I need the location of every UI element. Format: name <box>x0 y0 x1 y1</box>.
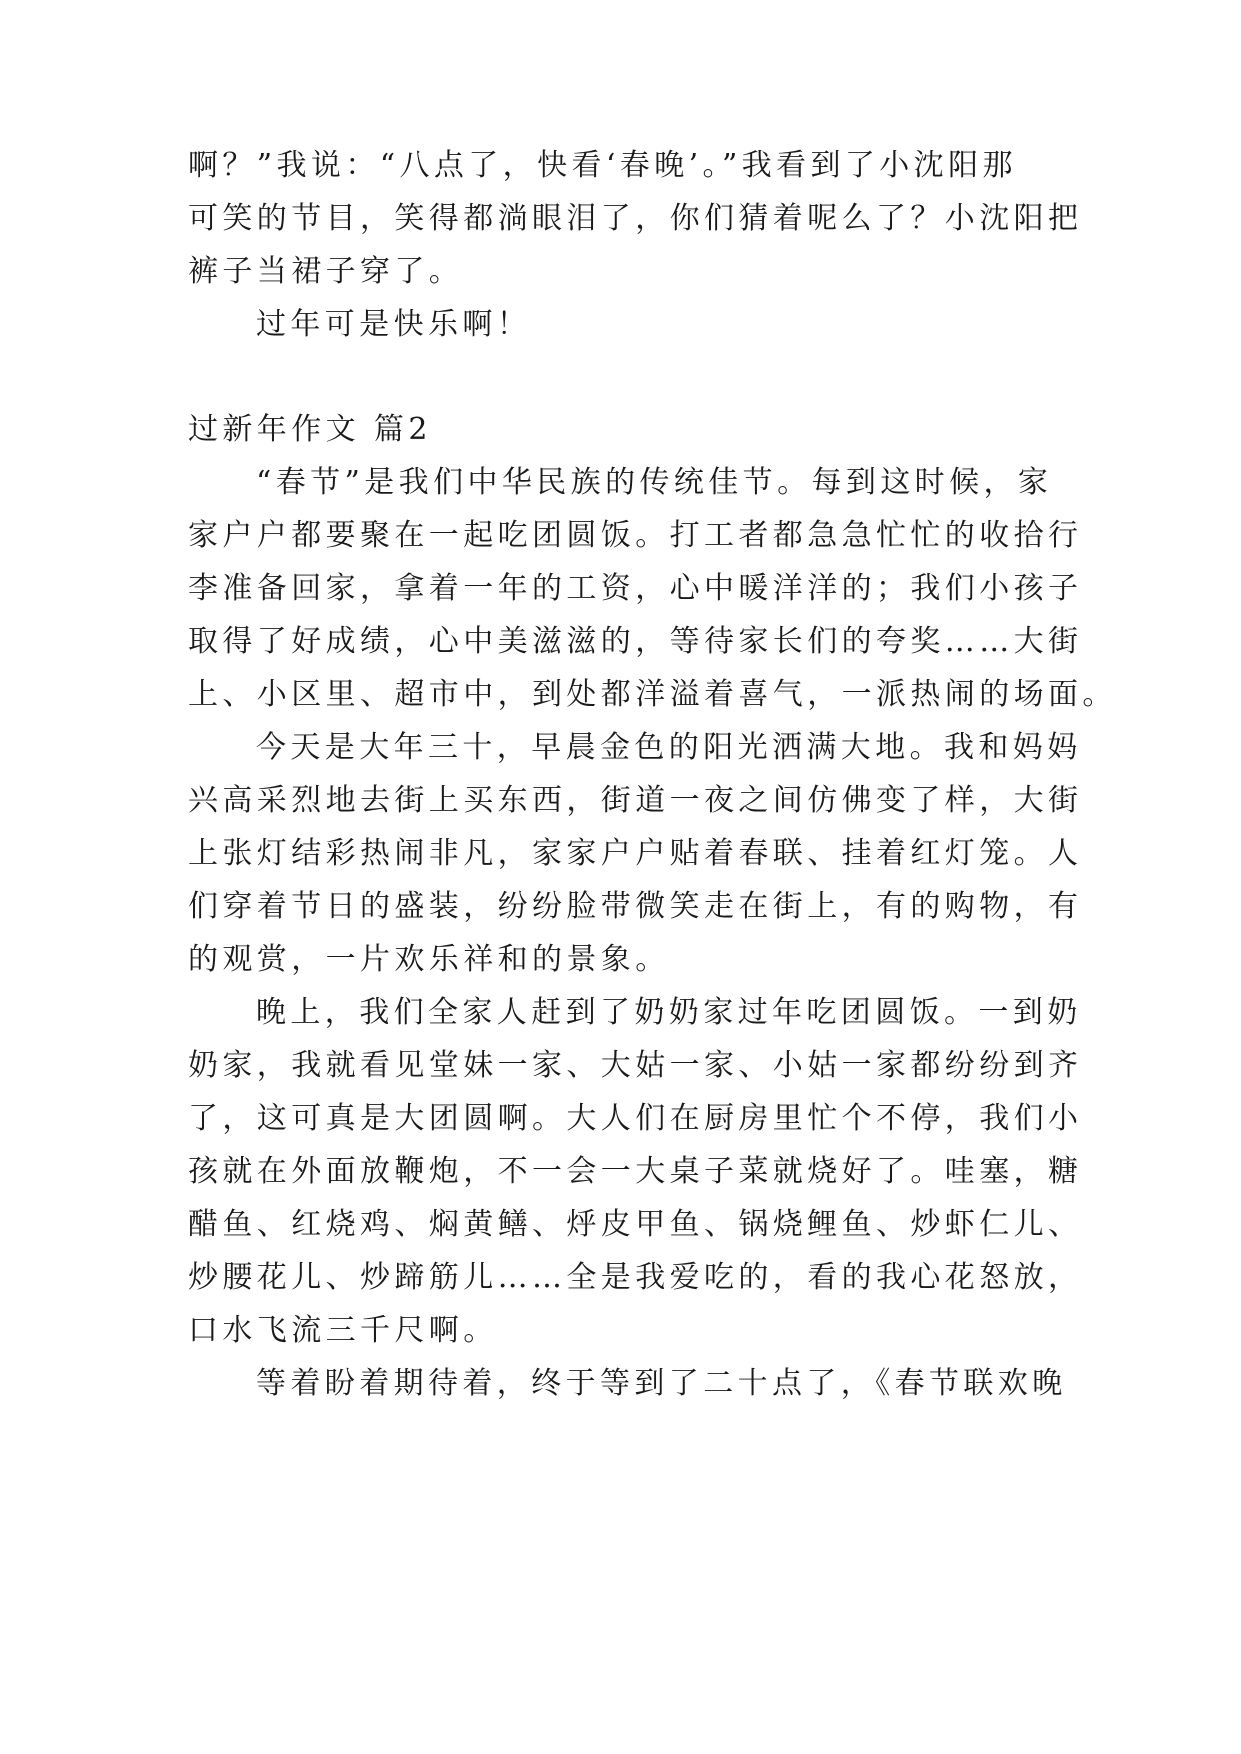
paragraph-line: 奶家，我就看见堂妹一家、大姑一家、小姑一家都纷纷到齐 <box>188 1048 1083 1083</box>
paragraph-line: 李准备回家，拿着一年的工资，心中暖洋洋的；我们小孩子 <box>188 571 1083 606</box>
paragraph-line: 上张灯结彩热闹非凡，家家户户贴着春联、挂着红灯笼。人 <box>188 836 1083 871</box>
paragraph-line: 过年可是快乐啊！ <box>256 307 532 342</box>
paragraph-line: 们穿着节日的盛装，纷纷脸带微笑走在街上，有的购物，有 <box>188 889 1083 924</box>
paragraph-line: 啊？”我说：“八点了，快看‘春晚’。”我看到了小沈阳那 <box>188 148 1017 183</box>
paragraph-line: 炒腰花儿、炒蹄筋儿……全是我爱吃的，看的我心花怒放， <box>188 1260 1083 1295</box>
paragraph-line: 取得了好成绩，心中美滋滋的，等待家长们的夸奖……大街 <box>188 624 1083 659</box>
paragraph-line: 了，这可真是大团圆啊。大人们在厨房里忙个不停，我们小 <box>188 1101 1083 1136</box>
paragraph-line: 的观赏，一片欢乐祥和的景象。 <box>188 942 670 977</box>
paragraph-line: 兴高采烈地去街上买东西，街道一夜之间仿佛变了样，大街 <box>188 783 1083 818</box>
paragraph-line: 等着盼着期待着，终于等到了二十点了，《春节联欢晚 <box>256 1366 1067 1401</box>
paragraph-line: 口水飞流三千尺啊。 <box>188 1313 498 1348</box>
section-heading: 过新年作文 篇2 <box>188 412 432 447</box>
paragraph-line: 晚上，我们全家人赶到了奶奶家过年吃团圆饭。一到奶 <box>256 995 1082 1030</box>
paragraph-line: 今天是大年三十，早晨金色的阳光洒满大地。我和妈妈 <box>256 730 1082 765</box>
paragraph-line: 上、小区里、超市中，到处都洋溢着喜气，一派热闹的场面。 <box>188 677 1117 712</box>
paragraph-line: 家户户都要聚在一起吃团圆饭。打工者都急急忙忙的收拾行 <box>188 518 1083 553</box>
paragraph-line: “春节”是我们中华民族的传统佳节。每到这时候，家 <box>256 465 1053 500</box>
paragraph-line: 裤子当裙子穿了。 <box>188 254 464 289</box>
paragraph-line: 孩就在外面放鞭炮，不一会一大桌子菜就烧好了。哇塞，糖 <box>188 1154 1083 1189</box>
paragraph-line: 醋鱼、红烧鸡、焖黄鳝、烀皮甲鱼、锅烧鲤鱼、炒虾仁儿、 <box>188 1207 1083 1242</box>
paragraph-line: 可笑的节目，笑得都淌眼泪了，你们猜着呢么了？小沈阳把 <box>188 201 1083 236</box>
